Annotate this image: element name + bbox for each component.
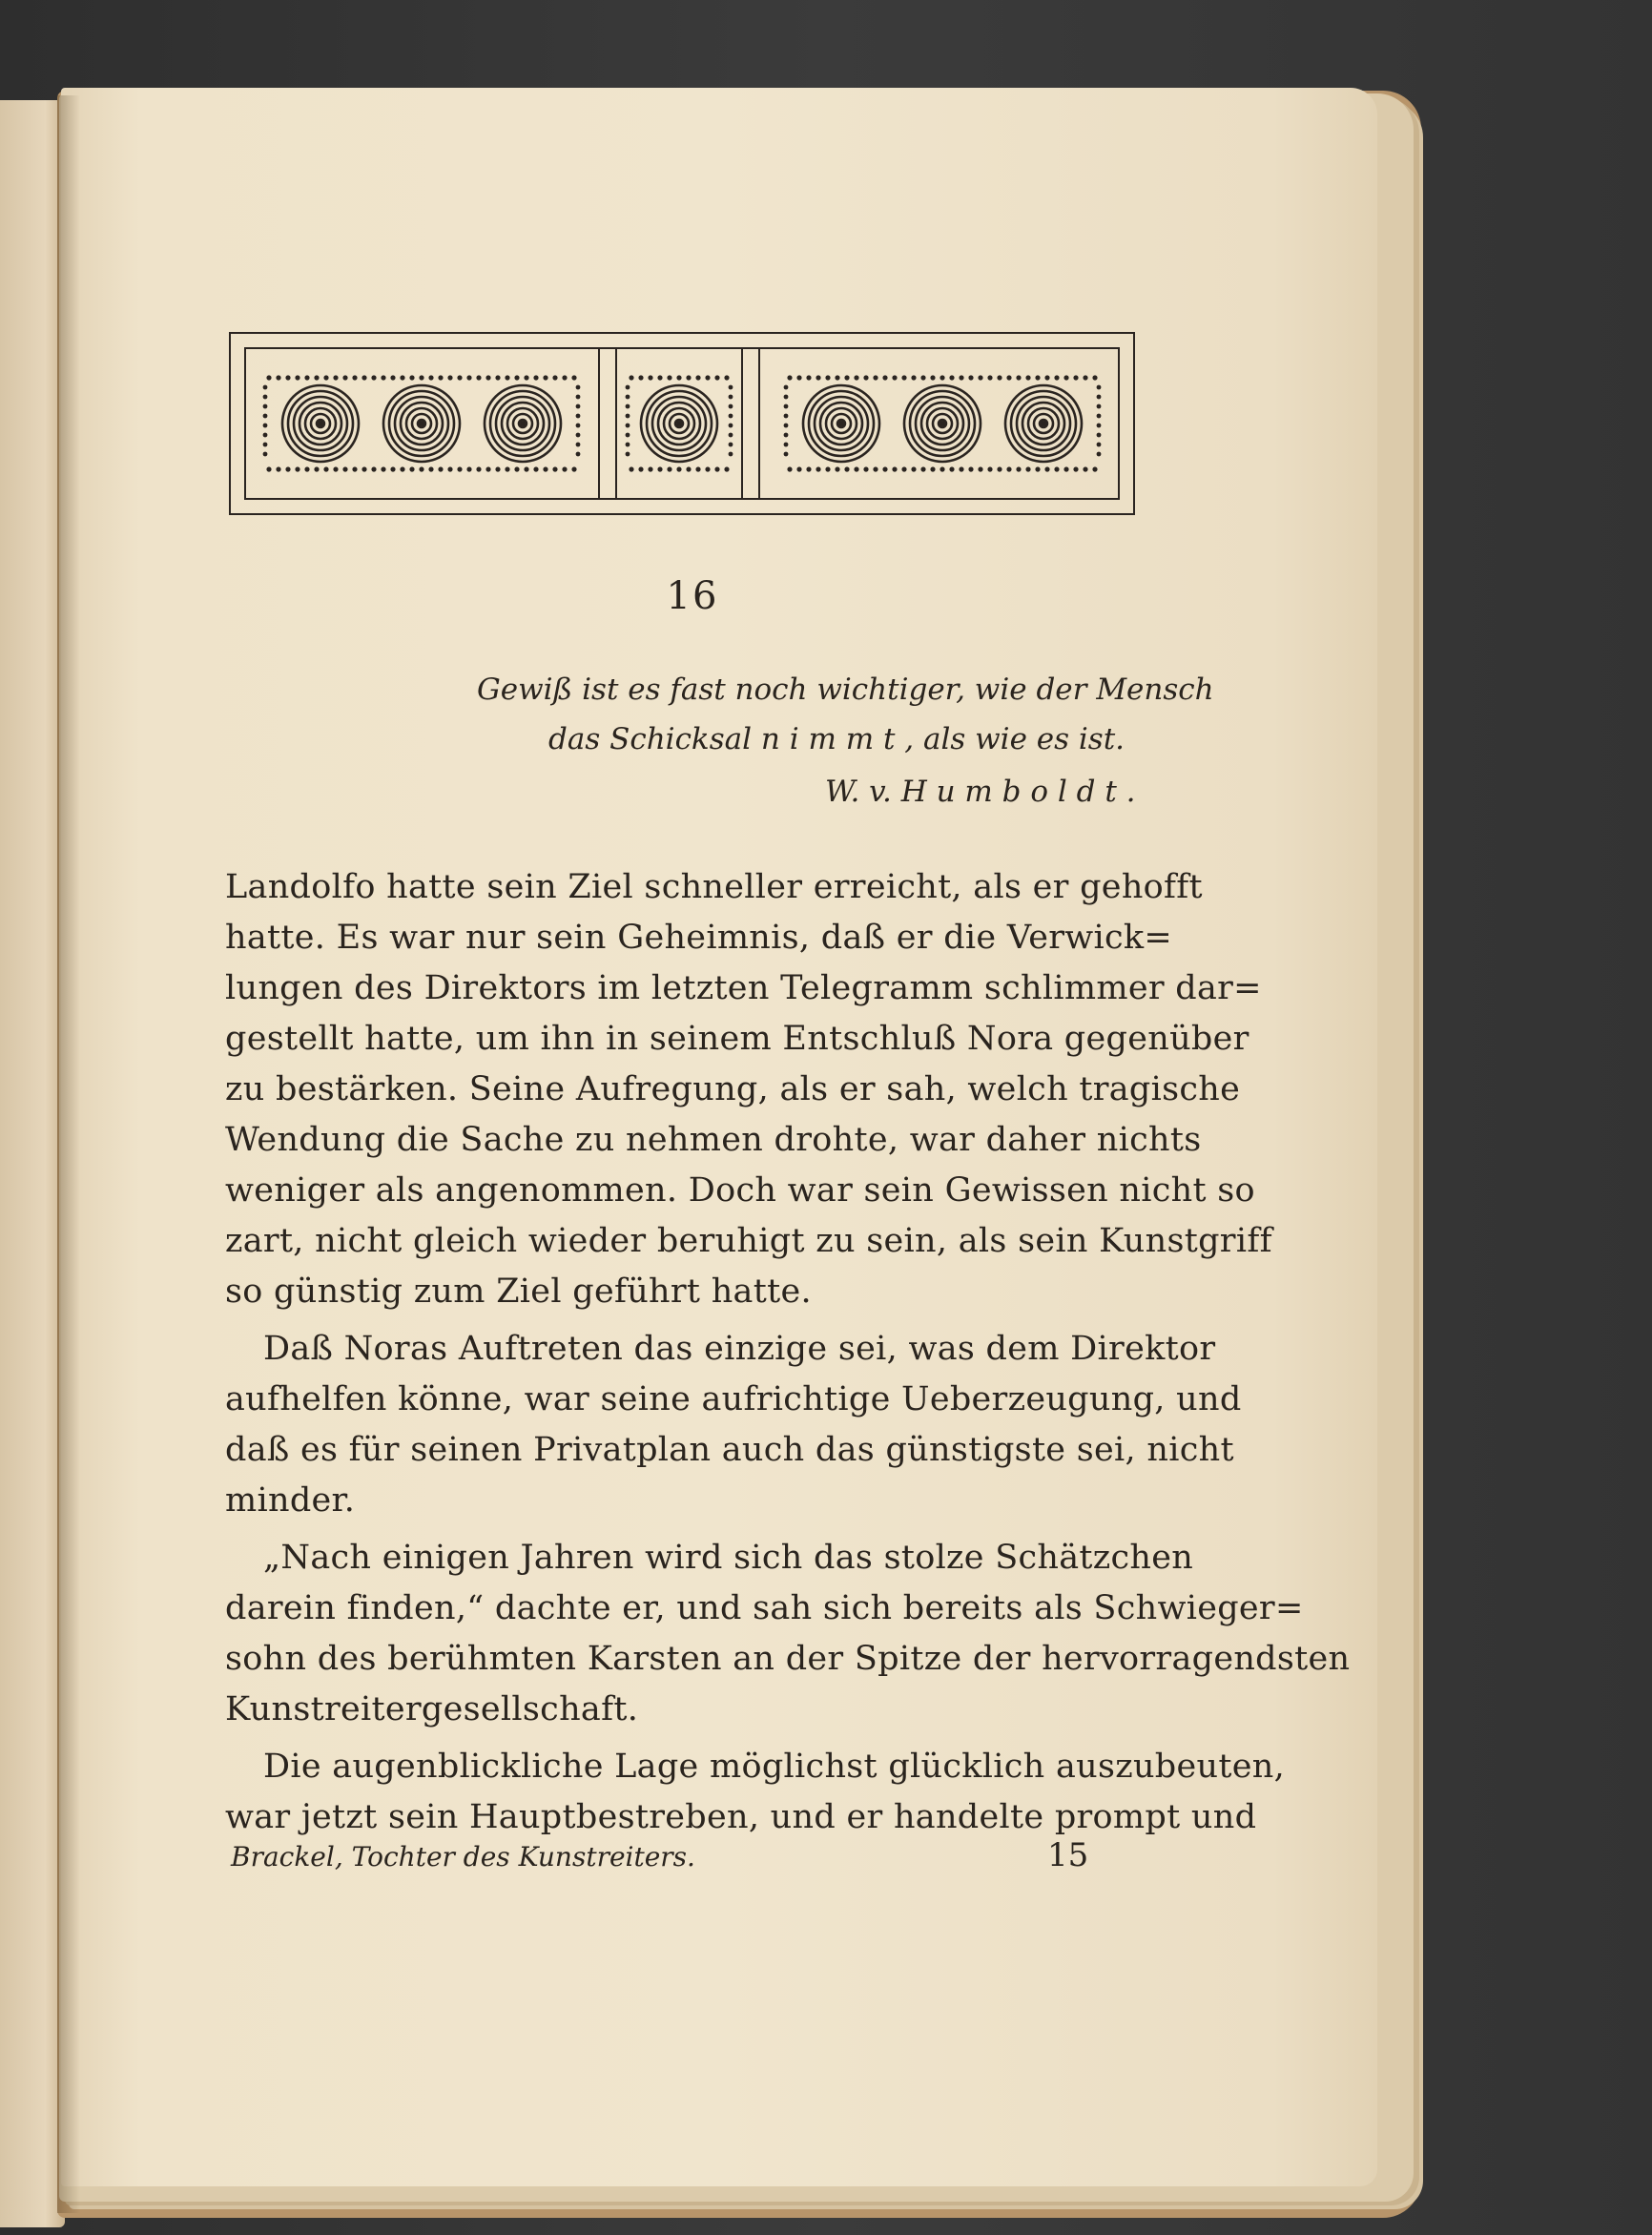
ornament-dot [381, 466, 385, 471]
body-line: Die augenblickliche Lage möglichst glücklich auszubeuten, [263, 1748, 1285, 1786]
ornament-dot [676, 375, 681, 380]
ornament-dot [428, 375, 433, 380]
ornament-dot [263, 414, 268, 419]
ornament-dot [457, 375, 462, 380]
body-line: war jetzt sein Hauptbestreben, und er handelte prompt und [225, 1798, 1257, 1836]
ornament-dot [806, 375, 811, 380]
ornament-dot [784, 443, 789, 447]
ornament-dot [1097, 433, 1102, 438]
ornament-dot [1097, 385, 1102, 390]
ornament-dot [729, 424, 733, 428]
ornament-dot [263, 395, 268, 400]
ornament-dot [920, 375, 925, 380]
ornament-dot [571, 466, 576, 471]
ornament-dot [485, 466, 490, 471]
body-line: Wendung die Sache zu nehmen drohte, war daher nichts [225, 1121, 1202, 1159]
ornament-dot [419, 375, 423, 380]
ornament-dot [543, 375, 547, 380]
ornament-dot [626, 395, 630, 400]
ornament-dot [342, 375, 347, 380]
ornament-dot [1025, 375, 1030, 380]
ornament-dot [705, 375, 710, 380]
ornament-dot [295, 375, 299, 380]
footer-sheet-number: 15 [1047, 1836, 1089, 1874]
ornament-dot [562, 466, 567, 471]
body-line: „Nach einigen Jahren wird sich das stolze Schätzchen [263, 1539, 1194, 1577]
ornament-dot [1083, 375, 1087, 380]
ornament-dot [626, 424, 630, 428]
ornament-dot [705, 466, 710, 471]
ornament-dot [505, 375, 509, 380]
ornament-dot [276, 375, 280, 380]
ornament-dot [882, 466, 887, 471]
ornament-dot [882, 375, 887, 380]
ornament-dot [400, 375, 404, 380]
ornament-dot [626, 414, 630, 419]
ornament-dot [1073, 375, 1078, 380]
ornament-dot [729, 433, 733, 438]
ornament-dot [676, 466, 681, 471]
ornament-dot [263, 443, 268, 447]
ornament-dot [1097, 443, 1102, 447]
chapter-number: 16 [666, 574, 719, 618]
ornament-dot [997, 375, 1002, 380]
ornament-center-dot [838, 421, 844, 426]
ornament-dot [457, 466, 462, 471]
gutter-shadow [57, 95, 80, 2213]
ornament-dot [524, 466, 528, 471]
ornament-dot [576, 433, 581, 438]
ornament-dot [949, 375, 954, 380]
ornament-dot [400, 466, 404, 471]
ornament-dot [576, 395, 581, 400]
ornament-dot [787, 466, 792, 471]
ornament-dot [562, 375, 567, 380]
ornament-dot [1044, 466, 1049, 471]
ornament-dot [314, 466, 319, 471]
body-line: zart, nicht gleich wieder beruhigt zu sein, als sein Kunstgriff [225, 1222, 1272, 1260]
ornament-dot [626, 443, 630, 447]
body-line: weniger als angenommen. Doch war sein Gewissen nicht so [225, 1171, 1255, 1210]
ornament-center-dot [318, 421, 323, 426]
ornament-dot [1092, 466, 1097, 471]
ornament-dot [825, 375, 830, 380]
ornament-dot [304, 375, 309, 380]
body-line: aufhelfen könne, war seine aufrichtige Ueberzeugung, und [225, 1380, 1242, 1418]
ornament-dot [987, 375, 992, 380]
ornament-dot [438, 375, 443, 380]
ornament-dot [409, 466, 414, 471]
ornament-dot [854, 375, 858, 380]
body-line: lungen des Direktors im letzten Telegramm schlimmer dar= [225, 969, 1262, 1007]
ornament-dot [361, 466, 366, 471]
ornament-dot [784, 414, 789, 419]
ornament-dot [729, 385, 733, 390]
motto-author: W. v. H u m b o l d t . [825, 775, 1136, 809]
ornament-dot [724, 466, 729, 471]
footer-signature: Brackel, Tochter des Kunstreiters. [231, 1841, 695, 1873]
ornament-dot [371, 375, 376, 380]
ornament-dot [304, 466, 309, 471]
ornament-dot [930, 466, 935, 471]
ornament-center-dot [520, 421, 526, 426]
ornament-dot [323, 375, 328, 380]
ornament-dot [873, 466, 878, 471]
ornament-dot [1097, 452, 1102, 457]
ornament-dot [1097, 424, 1102, 428]
ornament-dot [447, 466, 452, 471]
left-page-edge [0, 100, 65, 2227]
ornament-dot [724, 375, 729, 380]
ornament-dot [825, 466, 830, 471]
ornament-dot [447, 375, 452, 380]
ornament-dot [323, 466, 328, 471]
ornament-dot [1006, 466, 1011, 471]
ornament-dot [835, 466, 839, 471]
ornament-dot [626, 404, 630, 409]
motto-line-2: das Schicksal n i m m t , als wie es ist. [548, 722, 1125, 756]
ornament-dot [543, 466, 547, 471]
ornament-dot [485, 375, 490, 380]
ornament-dot [342, 466, 347, 471]
ornament-dot [333, 375, 338, 380]
body-line: minder. [225, 1481, 356, 1520]
ornament-dot [1083, 466, 1087, 471]
ornament-dot [438, 466, 443, 471]
ornament-dot [729, 414, 733, 419]
ornament-dot [863, 375, 868, 380]
ornament-dot [626, 385, 630, 390]
ornament-dot [784, 395, 789, 400]
ornament-dot [667, 466, 671, 471]
ornament-dot [524, 375, 528, 380]
ornament-dot [940, 375, 944, 380]
ornament-dot [816, 466, 820, 471]
ornament-dot [667, 375, 671, 380]
ornament-dot [892, 375, 897, 380]
ornament-dot [266, 375, 271, 380]
ornament-dot [978, 375, 982, 380]
ornament-center-dot [419, 421, 424, 426]
ornament-dot [796, 466, 801, 471]
ornament-center-dot [1041, 421, 1046, 426]
ornament-dot [638, 466, 643, 471]
body-line: gestellt hatte, um ihn in seinem Entschluß Nora gegenüber [225, 1020, 1249, 1058]
ornament-dot [968, 375, 973, 380]
ornament-circles [231, 334, 1133, 513]
ornament-dot [495, 466, 500, 471]
ornament-dot [638, 375, 643, 380]
ornament-dot [533, 375, 538, 380]
ornament-dot [1035, 466, 1040, 471]
ornament-dot [844, 466, 849, 471]
ornament-dot [784, 433, 789, 438]
ornament-dot [806, 466, 811, 471]
ornament-dot [1097, 395, 1102, 400]
ornament-dot [466, 466, 471, 471]
ornament-dot [476, 466, 481, 471]
ornament-dot [1025, 466, 1030, 471]
ornament-dot [533, 466, 538, 471]
ornament-dot [729, 452, 733, 457]
ornament-dot [940, 466, 944, 471]
body-line: darein finden,“ dachte er, und sah sich bereits als Schwieger= [225, 1589, 1304, 1627]
ornament-dot [576, 443, 581, 447]
ornament-dot [626, 433, 630, 438]
body-line: hatte. Es war nur sein Geheimnis, daß er die Verwick= [225, 919, 1173, 957]
ornament-dot [844, 375, 849, 380]
ornament-dot [505, 466, 509, 471]
ornament-dot [352, 466, 357, 471]
ornament-dot [1035, 375, 1040, 380]
ornament-dot [901, 466, 906, 471]
ornament-dot [968, 466, 973, 471]
ornament-dot [409, 375, 414, 380]
ornament-dot [276, 466, 280, 471]
ornament-dot [1044, 375, 1049, 380]
ornament-dot [729, 404, 733, 409]
ornament-dot [987, 466, 992, 471]
ornament-dot [784, 452, 789, 457]
ornament-dot [314, 375, 319, 380]
ornament-dot [729, 443, 733, 447]
ornament-dot [576, 414, 581, 419]
ornament-dot [552, 375, 557, 380]
ornament-dot [629, 375, 633, 380]
ornament-dot [657, 466, 662, 471]
ornament-dot [863, 466, 868, 471]
ornament-dot [352, 375, 357, 380]
ornament-dot [648, 466, 652, 471]
ornament-dot [997, 466, 1002, 471]
ornament-dot [466, 375, 471, 380]
ornament-dot [1097, 404, 1102, 409]
ornament-dot [333, 466, 338, 471]
ornament-dot [911, 466, 916, 471]
ornament-dot [1006, 375, 1011, 380]
ornament-dot [978, 466, 982, 471]
ornament-dot [1073, 466, 1078, 471]
ornament-dot [729, 395, 733, 400]
ornament-dot [626, 452, 630, 457]
ornament-dot [784, 404, 789, 409]
ornament-dot [657, 375, 662, 380]
ornament-dot [295, 466, 299, 471]
ornament-dot [514, 466, 519, 471]
ornament-dot [714, 375, 719, 380]
body-line: Daß Noras Auftreten das einzige sei, was dem Direktor [263, 1330, 1216, 1368]
ornament-dot [266, 466, 271, 471]
ornament-dot [796, 375, 801, 380]
ornament-dot [784, 424, 789, 428]
ornament-dot [576, 424, 581, 428]
ornament-dot [571, 375, 576, 380]
ornament-dot [1063, 466, 1068, 471]
ornament-dot [686, 375, 691, 380]
body-line: so günstig zum Ziel geführt hatte. [225, 1273, 812, 1311]
ornament-dot [873, 375, 878, 380]
ornament-dot [263, 433, 268, 438]
ornament-dot [514, 375, 519, 380]
body-line: zu bestärken. Seine Aufregung, als er sah, welch tragische [225, 1070, 1241, 1108]
ornament-dot [911, 375, 916, 380]
ornament-dot [576, 404, 581, 409]
ornament-dot [959, 466, 963, 471]
ornament-dot [390, 375, 395, 380]
ornament-dot [576, 452, 581, 457]
ornament-dot [361, 375, 366, 380]
ornament-dot [381, 375, 385, 380]
ornament-dot [419, 466, 423, 471]
ornament-dot [959, 375, 963, 380]
ornament-center-dot [940, 421, 945, 426]
ornament-dot [629, 466, 633, 471]
ornament-dot [920, 466, 925, 471]
decorative-header-ornament [229, 332, 1135, 515]
ornament-dot [695, 375, 700, 380]
ornament-dot [1016, 466, 1021, 471]
ornament-dot [648, 375, 652, 380]
ornament-dot [476, 375, 481, 380]
ornament-dot [285, 375, 290, 380]
ornament-dot [371, 466, 376, 471]
ornament-dot [263, 452, 268, 457]
ornament-dot [695, 466, 700, 471]
ornament-dot [787, 375, 792, 380]
ornament-dot [1092, 375, 1097, 380]
body-line: Kunstreitergesellschaft. [225, 1690, 639, 1728]
ornament-dot [1097, 414, 1102, 419]
ornament-dot [263, 424, 268, 428]
ornament-dot [854, 466, 858, 471]
ornament-dot [949, 466, 954, 471]
ornament-dot [390, 466, 395, 471]
ornament-dot [686, 466, 691, 471]
ornament-dot [892, 466, 897, 471]
ornament-dot [428, 466, 433, 471]
ornament-dot [495, 375, 500, 380]
motto-line-1: Gewiß ist es fast noch wichtiger, wie der Mensch [477, 673, 1214, 707]
ornament-dot [784, 385, 789, 390]
ornament-dot [901, 375, 906, 380]
ornament-dot [1054, 375, 1059, 380]
ornament-dot [1054, 466, 1059, 471]
ornament-center-dot [676, 421, 682, 426]
body-line: sohn des berühmten Karsten an der Spitze der hervorragendsten [225, 1640, 1351, 1678]
ornament-dot [930, 375, 935, 380]
ornament-dot [576, 385, 581, 390]
ornament-dot [263, 385, 268, 390]
ornament-dot [1016, 375, 1021, 380]
ornament-dot [714, 466, 719, 471]
ornament-dot [835, 375, 839, 380]
ornament-dot [1063, 375, 1068, 380]
ornament-dot [263, 404, 268, 409]
ornament-dot [552, 466, 557, 471]
ornament-dot [816, 375, 820, 380]
body-line: Landolfo hatte sein Ziel schneller erreicht, als er gehofft [225, 868, 1203, 906]
ornament-dot [285, 466, 290, 471]
body-line: daß es für seinen Privatplan auch das günstigste sei, nicht [225, 1431, 1234, 1469]
